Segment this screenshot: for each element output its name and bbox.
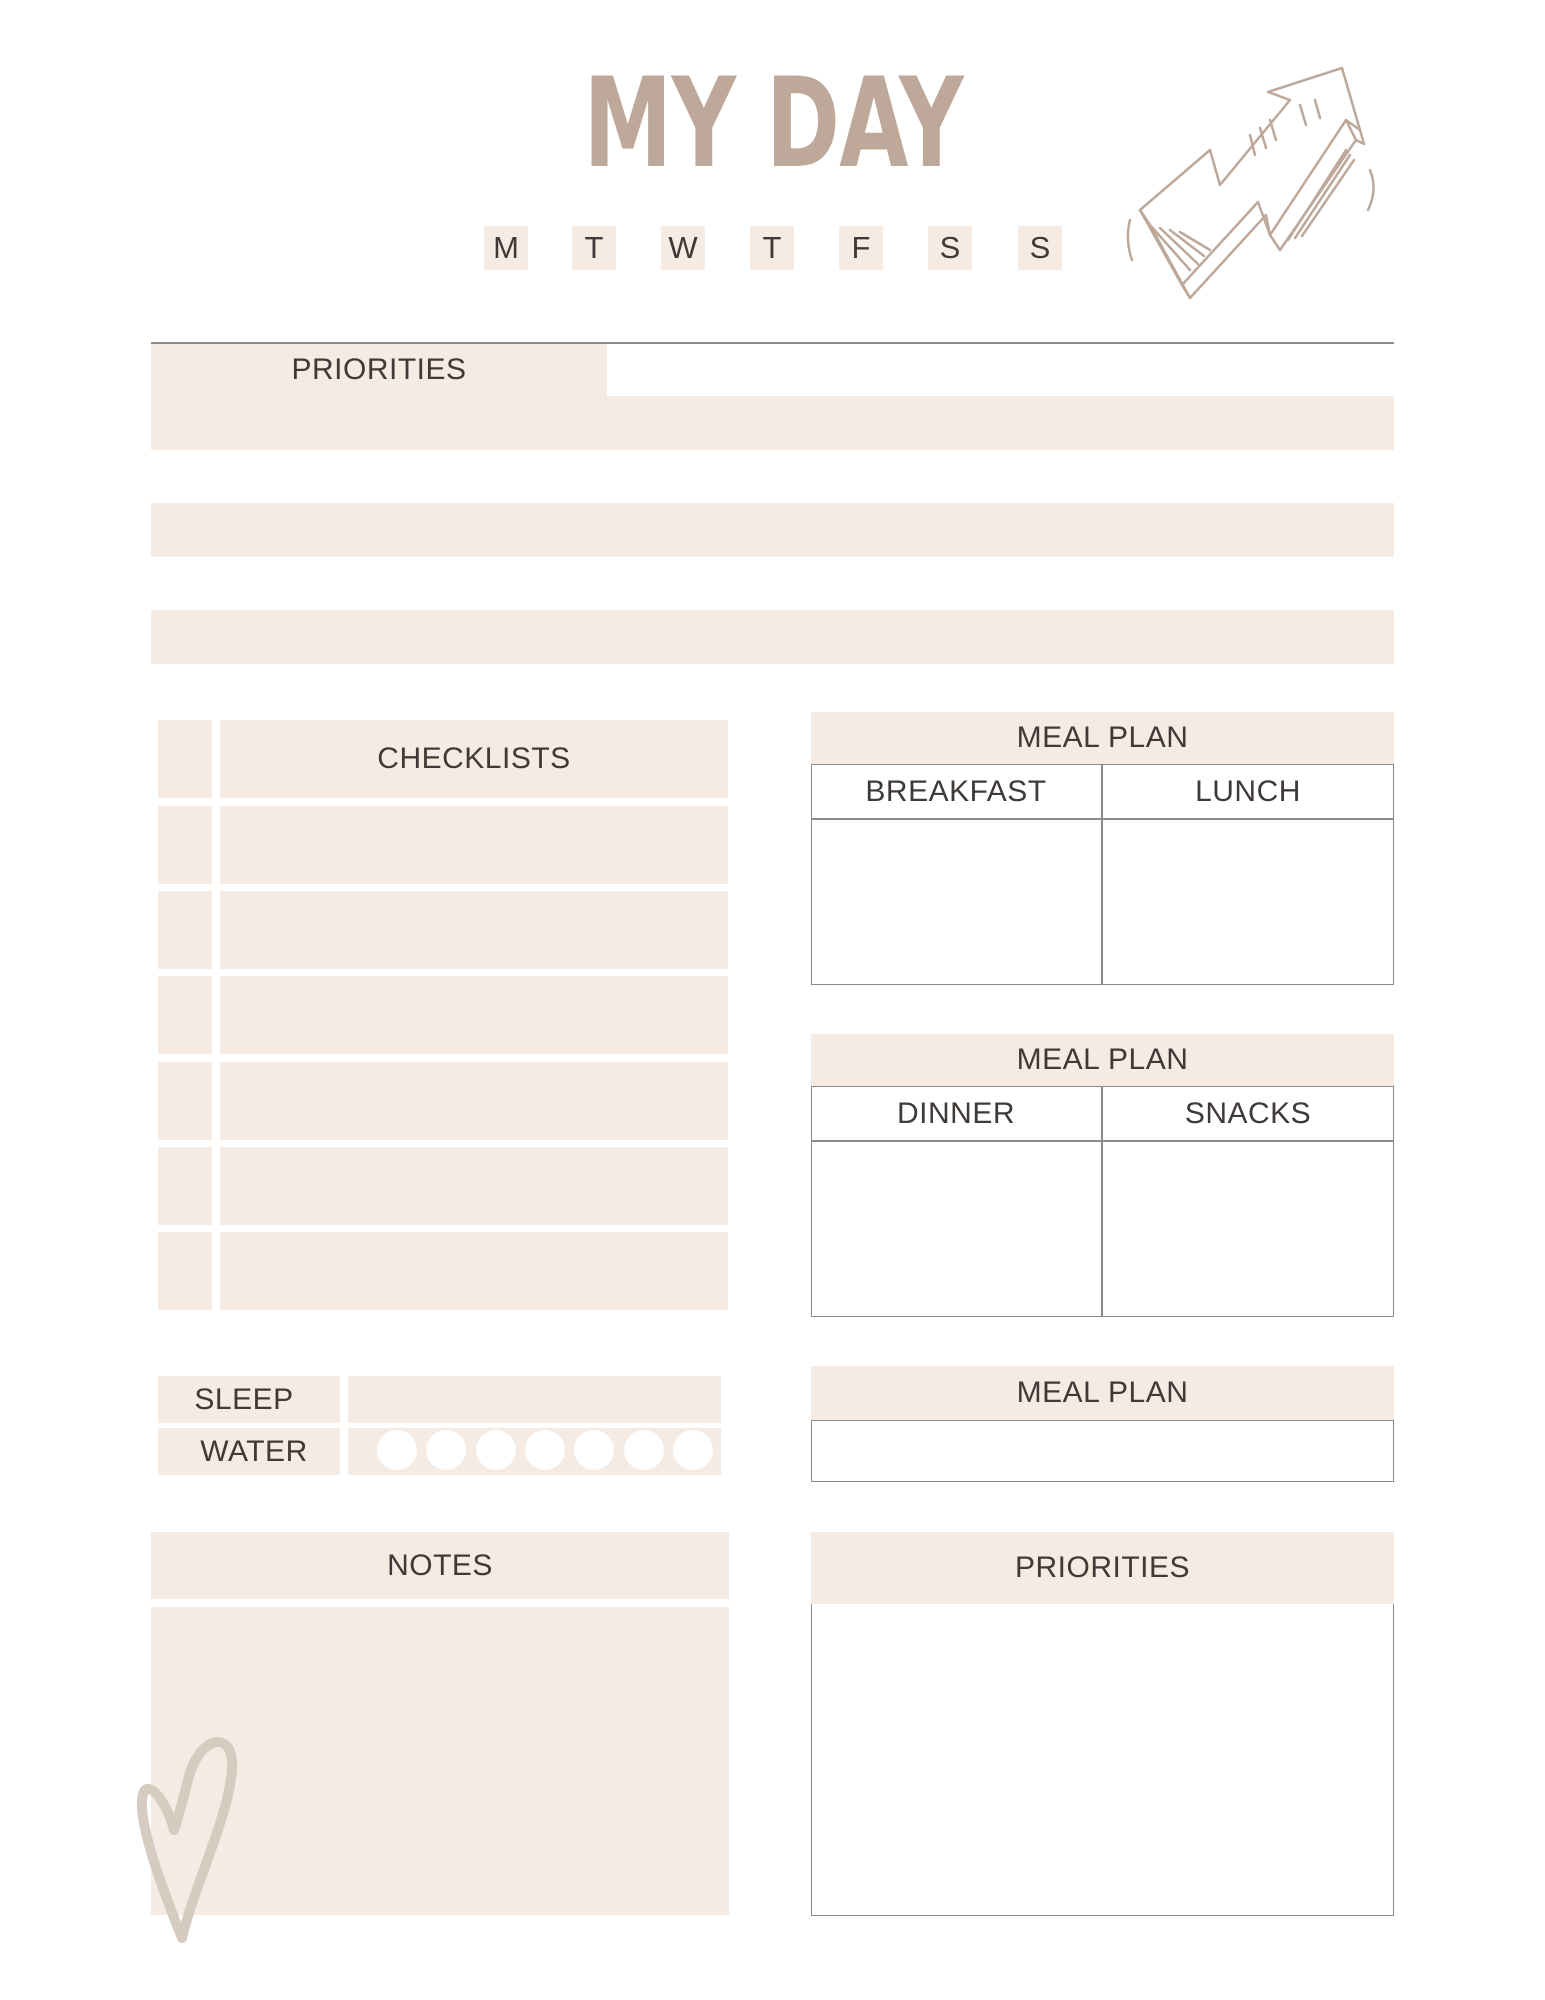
breakfast-field[interactable] [813,820,1100,983]
day-wednesday[interactable]: W [661,226,705,270]
checkbox[interactable] [158,1232,212,1310]
meal-plan-label: MEAL PLAN [1016,1376,1189,1409]
sleep-label: SLEEP [194,1382,294,1416]
snacks-field[interactable] [1103,1142,1392,1315]
meal-plan-label: MEAL PLAN [1016,721,1189,754]
snacks-label: SNACKS [1184,1096,1312,1130]
water-glass[interactable] [673,1430,713,1470]
meal-plan-label: MEAL PLAN [1016,1043,1189,1076]
water-glass[interactable] [426,1430,466,1470]
lunch-label: LUNCH [1195,774,1301,808]
sleep-field[interactable] [348,1376,721,1423]
priority-line-1[interactable] [151,396,1394,450]
day-tuesday[interactable]: T [572,226,616,270]
checklist-item[interactable] [220,1232,728,1310]
checkbox[interactable] [158,1062,212,1140]
checkbox[interactable] [158,891,212,969]
checklist-item[interactable] [220,891,728,969]
breakfast-label: BREAKFAST [865,774,1047,808]
checkbox[interactable] [158,1147,212,1225]
water-glass[interactable] [525,1430,565,1470]
checkbox[interactable] [158,976,212,1054]
water-glass[interactable] [476,1430,516,1470]
checkbox[interactable] [158,806,212,884]
water-glass[interactable] [624,1430,664,1470]
page-title: MY DAY [583,52,963,196]
day-monday[interactable]: M [484,226,528,270]
priorities-label: PRIORITIES [291,353,467,386]
priority-line-3[interactable] [151,610,1394,664]
dinner-field[interactable] [813,1142,1100,1315]
checklist-item[interactable] [220,1147,728,1225]
checklist-item[interactable] [220,1062,728,1140]
water-label: WATER [200,1434,308,1468]
water-glass[interactable] [377,1430,417,1470]
dinner-label: DINNER [896,1096,1015,1130]
checklist-item[interactable] [220,806,728,884]
checklists-label: CHECKLISTS [377,742,571,775]
lunch-field[interactable] [1103,820,1392,983]
water-glass[interactable] [574,1430,614,1470]
day-friday[interactable]: F [839,226,883,270]
day-saturday[interactable]: S [928,226,972,270]
priority-line-2[interactable] [151,503,1394,557]
notes-label: NOTES [387,1548,493,1582]
heart-icon [132,1718,244,1946]
meal-plan-field[interactable] [811,1420,1394,1482]
priorities-label: PRIORITIES [1014,1551,1191,1584]
priorities-field[interactable] [811,1604,1394,1916]
day-sunday[interactable]: S [1018,226,1062,270]
day-thursday[interactable]: T [750,226,794,270]
checklist-item[interactable] [220,976,728,1054]
arrow-icon [1120,60,1380,320]
checkbox[interactable] [158,720,212,798]
